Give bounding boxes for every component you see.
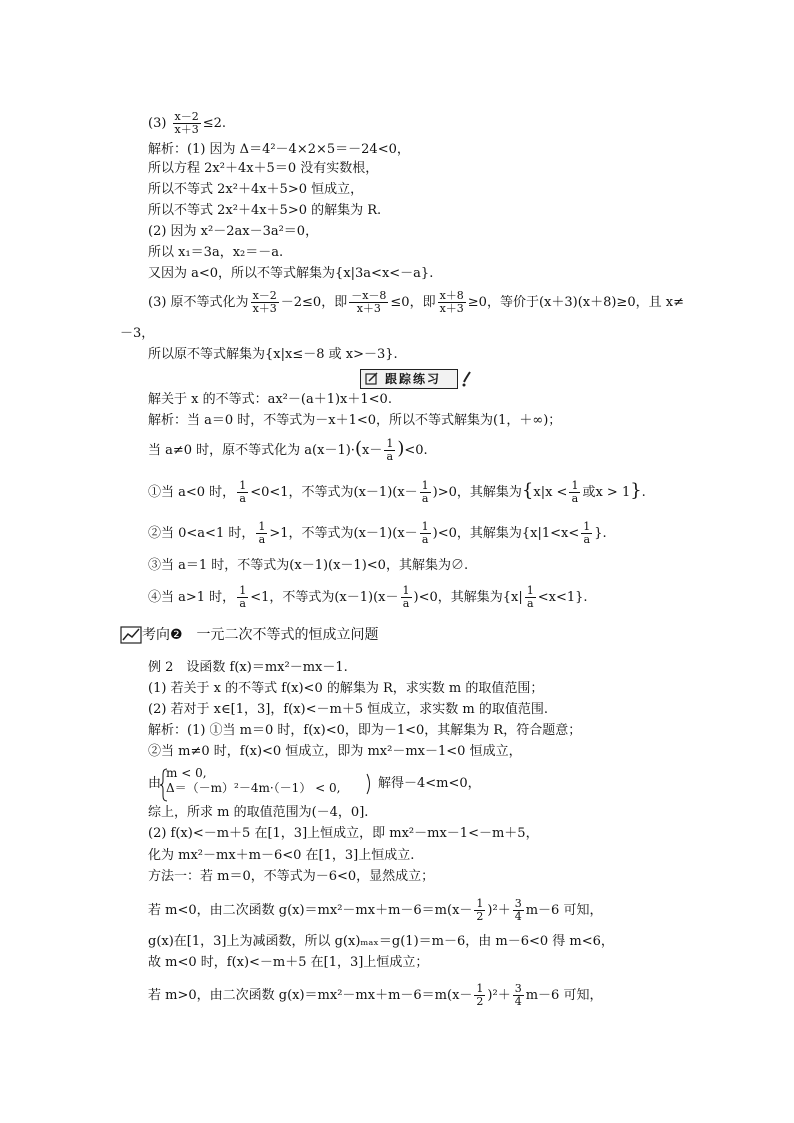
section-heading: 考向❷ 一元二次不等式的恒成立问题: [120, 625, 379, 645]
fraction: $\frac{3}{4}$: [514, 897, 522, 923]
line-analysis-1: 解析：(1) 因为 Δ＝4²－4×2×5＝－24<0，: [148, 142, 410, 157]
fraction: $\frac{1}{2}$: [476, 897, 484, 923]
example-2-analysis-4: (2) f(x)<－m＋5 在[1，3]上恒成立，即 mx²－mx－1<－m＋5，: [148, 826, 539, 841]
example-2-part-1: (1) 若关于 x 的不等式 f(x)<0 的解集为 R，求实数 m 的取值范围；: [148, 681, 544, 696]
case-2: ②当 0<a<1 时， $\frac{1}{a}$ >1，不等式为(x－1)(x－ $\frac{1}{a}$ )<0，其解集为{x|1<x< $\frac{1}{a}$ }.: [148, 520, 607, 546]
example-2-analysis-3: 综上，所求 m 的取值范围为(－4，0].: [148, 805, 369, 820]
example-2-analysis-1: 解析：(1) ①当 m＝0 时，f(x)<0，即为－1<0，其解集为 R，符合题意；: [148, 723, 582, 738]
fraction: $\frac{1}{a}$: [239, 479, 247, 505]
fraction: $\frac{1}{a}$: [421, 479, 429, 505]
fraction: $\frac{1}{a}$: [239, 584, 247, 610]
fraction: $\frac{1}{a}$: [421, 520, 429, 546]
fraction: $\frac{-x-8}{x+3}$: [351, 289, 387, 315]
fraction: $\frac{1}{a}$: [386, 437, 394, 463]
line-analysis-5: (2) 因为 x²－2ax－3a²＝0，: [148, 224, 319, 239]
exercise-analysis-2: 当 a≠0 时，原不等式化为 a(x－1)·(x－ $\frac{1}{a}$ )<0.: [148, 437, 428, 463]
pencil-book-icon: [365, 372, 379, 385]
line-3-inequality: (3) $\frac{x-2}{x+3}$ ≤2.: [148, 110, 227, 136]
example-2-analysis-2: ②当 m≠0 时，f(x)<0 恒成立，即为 mx²－mx－1<0 恒成立，: [148, 744, 522, 759]
system-close-paren: [366, 773, 374, 795]
example-2-part-2: (2) 若对于 x∈[1，3]，f(x)<－m＋5 恒成立，求实数 m 的取值范围.: [148, 702, 548, 717]
fraction: $\frac{x+8}{x+3}$: [439, 289, 464, 315]
line-analysis-4: 所以不等式 2x²＋4x＋5>0 的解集为 R.: [148, 203, 382, 218]
line-analysis-3: 所以不等式 2x²＋4x＋5>0 恒成立，: [148, 182, 364, 197]
fraction: $\frac{1}{2}$: [476, 982, 484, 1008]
example-2-analysis-5: 化为 mx²－mx＋m－6<0 在[1，3]上恒成立.: [148, 848, 415, 863]
case-3: ③当 a＝1 时，不等式为(x－1)(x－1)<0，其解集为∅.: [148, 558, 469, 573]
method-1-line-3: 故 m<0 时，f(x)<－m＋5 在[1，3]上恒成立；: [148, 955, 429, 970]
exercise-analysis-1: 解析：当 a＝0 时，不等式为－x＋1<0，所以不等式解集为(1，＋∞)；: [148, 413, 562, 428]
method-1-line-2: g(x)在[1，3]上为减函数，所以 g(x)ₘₐₓ＝g(1)＝m－6，由 m－6<0 得 m<6，: [148, 934, 614, 949]
fraction: $\frac{1}{a}$: [583, 520, 591, 546]
method-1-case-positive: 若 m>0，由二次函数 g(x)＝mx²－mx＋m－6＝m(x－ $\frac{1}{2}$ )²＋ $\frac{3}{4}$ m－6 可知，: [148, 982, 603, 1008]
case-4: ④当 a>1 时， $\frac{1}{a}$ <1，不等式为(x－1)(x－ $\frac{1}{a}$ )<0，其解集为{x| $\frac{1}{a}$ <x<1}.: [148, 584, 588, 610]
follow-up-practice-banner: 跟踪练习: [360, 369, 458, 389]
line-analysis-6: 所以 x₁＝3a，x₂＝－a.: [148, 245, 284, 260]
line-analysis-10: 所以原不等式解集为{x|x≤－8 或 x>－3}.: [148, 347, 398, 362]
fraction: $\frac{1}{a}$: [402, 584, 410, 610]
exercise-question: 解关于 x 的不等式：ax²－(a＋1)x＋1<0.: [148, 392, 392, 407]
fraction: $\frac{1}{a}$: [258, 520, 266, 546]
fraction: $\frac{1}{a}$: [526, 584, 534, 610]
example-2-title: 例 2 设函数 f(x)＝mx²－mx－1.: [148, 660, 348, 675]
method-1-case-negative: 若 m<0，由二次函数 g(x)＝mx²－mx＋m－6＝m(x－ $\frac{1}{2}$ )²＋ $\frac{3}{4}$ m－6 可知，: [148, 897, 603, 923]
system-condition-1: m < 0,: [166, 766, 207, 780]
fraction: $\frac{x-2}{x+3}$: [252, 289, 277, 315]
system-result: 解得－4<m<0，: [378, 776, 481, 791]
exclamation-icon: [461, 368, 473, 388]
right-brace: }: [630, 480, 642, 501]
left-paren: (: [354, 438, 362, 459]
method-1-case-0: 方法一：若 m＝0，不等式为－6<0，显然成立；: [148, 869, 435, 884]
case-1: ①当 a<0 时， $\frac{1}{a}$ <0<1，不等式为(x－1)(x－ $\frac{1}{a}$ )>0，其解集为{x|x < $\frac{1}{a}$ 或x > 1}.: [148, 479, 646, 505]
line-analysis-2: 所以方程 2x²＋4x＋5＝0 没有实数根，: [148, 161, 379, 176]
fraction: $\frac{1}{a}$: [571, 479, 579, 505]
system-prefix: 由: [148, 776, 162, 791]
right-paren: ): [397, 438, 405, 459]
line-analysis-8: (3) 原不等式化为 $\frac{x-2}{x+3}$ －2≤0，即 $\frac{-x-8}{x+3}$ ≤0，即 $\frac{x+8}{x+3}$ ≥0，等价于(x＋3)(x＋8)≥0，且 x≠: [148, 289, 684, 315]
system-condition-2: Δ＝（－m）²－4m·（－1） < 0,: [166, 781, 341, 795]
trend-chart-icon: [120, 626, 142, 644]
left-brace: {: [521, 480, 534, 501]
line-analysis-9: －3，: [120, 326, 155, 341]
line-analysis-7: 又因为 a<0，所以不等式解集为{x|3a<x<－a}.: [148, 266, 434, 281]
fraction: $\frac{3}{4}$: [514, 982, 522, 1008]
fraction: $\frac{x-2}{x+3}$: [174, 110, 199, 136]
